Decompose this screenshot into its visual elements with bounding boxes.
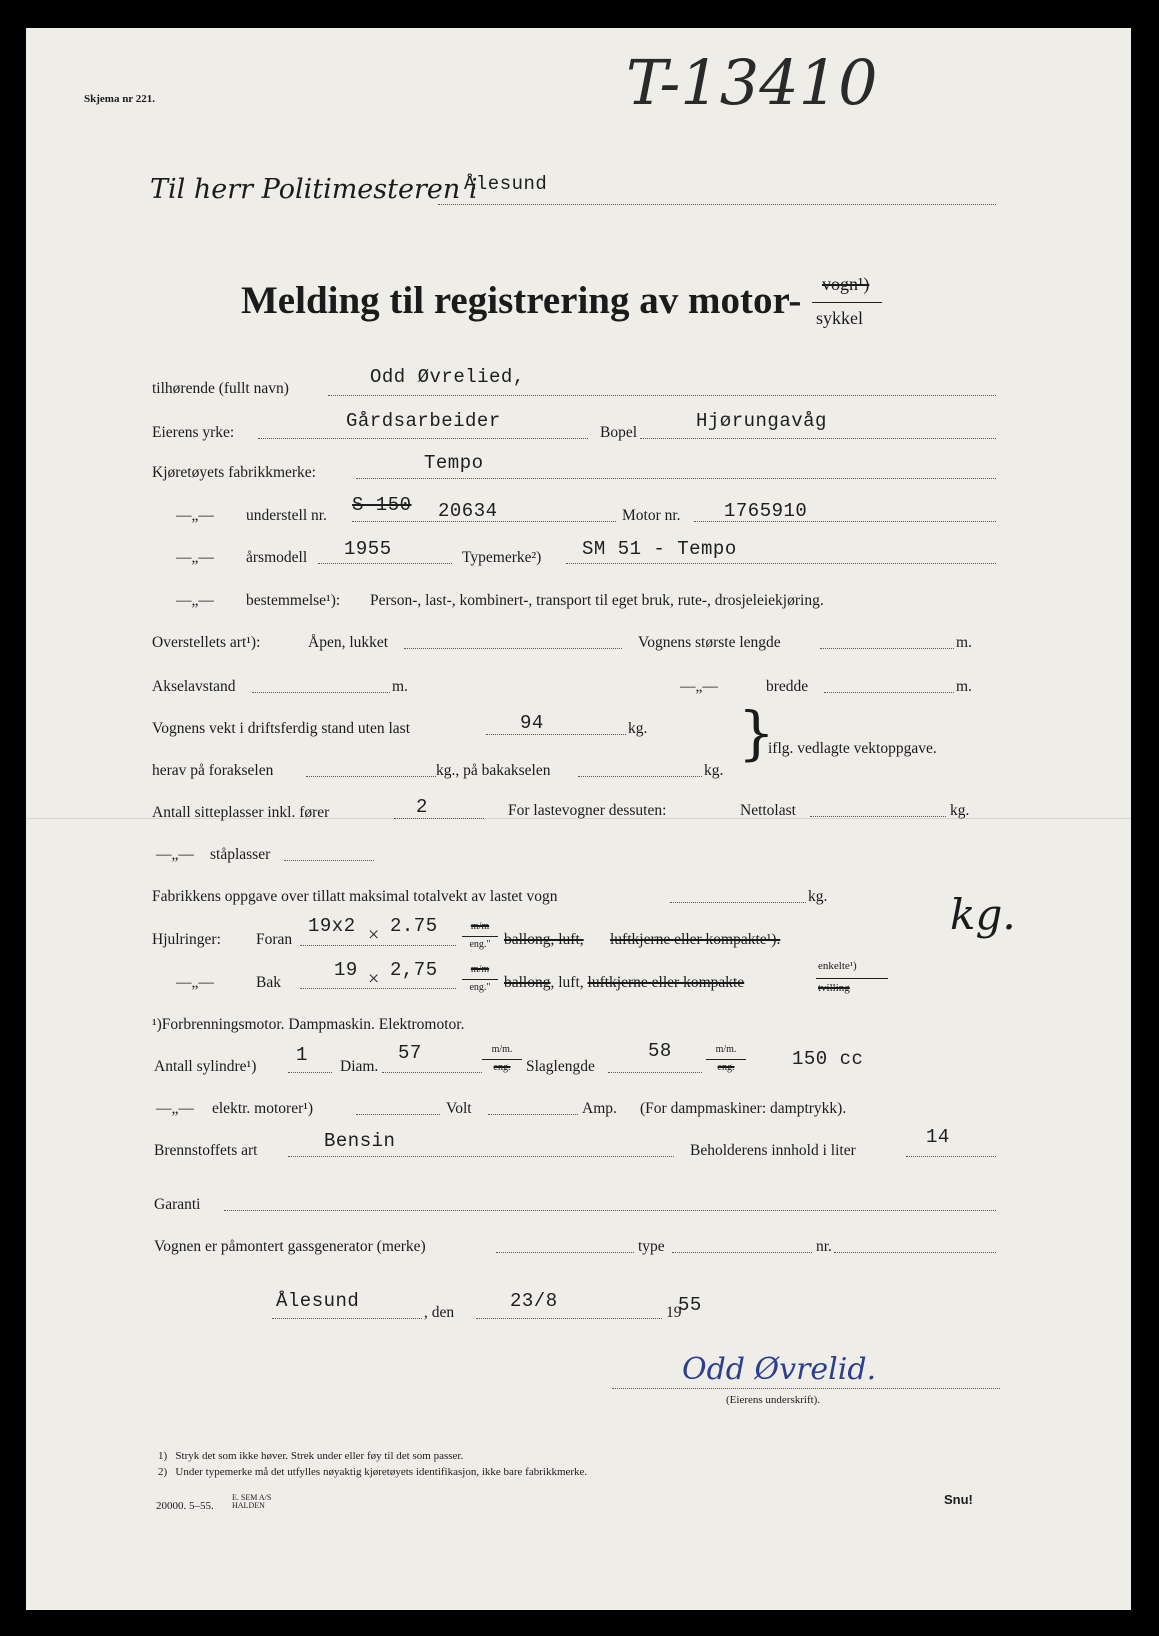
gas-type-label: type (638, 1238, 665, 1255)
ditto-mark: —„— (680, 678, 718, 695)
diameter[interactable]: 57 (398, 1042, 422, 1064)
occupation[interactable]: Gårdsarbeider (346, 410, 501, 432)
registration-form-page (26, 28, 1131, 1610)
ditto-mark: —„— (156, 846, 194, 863)
unit-mm: m/m. (491, 1044, 513, 1055)
motor-number[interactable]: 1765910 (724, 500, 808, 522)
tyres-front-b[interactable]: 2.75 (390, 915, 438, 937)
single-label: enkelte¹) (818, 960, 857, 972)
purpose-options: Person-, last-, kombinert-, transport til eget bruk, rute-, drosjeleiekjøring. (370, 592, 824, 609)
motor-label: Motor nr. (622, 507, 681, 524)
tyres-front-a[interactable]: 19x2 (308, 915, 356, 937)
tyres-rear-types: ballong, luft, luftkjerne eller kompakte (504, 974, 745, 991)
model-year[interactable]: 1955 (344, 538, 392, 560)
standing-label: ståplasser (210, 846, 271, 863)
rear-axle-unit: kg. (704, 762, 724, 779)
weight-value[interactable]: 94 (520, 712, 544, 734)
addressee-line (438, 204, 996, 205)
unit-m: m. (956, 634, 972, 651)
type-mark[interactable]: SM 51 - Tempo (582, 538, 737, 560)
ditto-mark: —„— (176, 549, 214, 566)
gas-generator-label: Vognen er påmontert gassgenerator (merke) (154, 1238, 426, 1255)
stroke[interactable]: 58 (648, 1040, 672, 1062)
body-options: Åpen, lukket (308, 634, 389, 651)
year-label: årsmodell (246, 549, 308, 566)
unit-eng: eng." (469, 982, 491, 993)
ditto-mark: —„— (176, 507, 214, 524)
cylinders-label: Antall sylindre¹) (154, 1058, 257, 1075)
unit-mm: m/m (470, 921, 490, 932)
tyres-front-struck-2: luftkjerne eller kompakte¹). (610, 931, 781, 948)
body-label: Overstellets art¹): (152, 634, 261, 651)
seats-label: Antall sitteplasser inkl. fører (152, 804, 330, 821)
tyres-label: Hjulringer: (152, 931, 221, 948)
date-den-label: , den (424, 1304, 455, 1321)
unit-eng: eng. (493, 1062, 511, 1073)
signing-place[interactable]: Ålesund (276, 1290, 360, 1312)
weight-reference: iflg. vedlagte vektoppgave. (768, 740, 937, 757)
occupation-label: Eierens yrke: (152, 424, 235, 441)
times-icon: × (368, 924, 380, 946)
engine-types: ¹)Forbrenningsmotor. Dampmaskin. Elektromotor. (152, 1016, 465, 1033)
chassis-label: understell nr. (246, 507, 327, 524)
volt-label: Volt (446, 1100, 472, 1117)
footnote-2: 2) Under typemerke må det utfylles nøyaktig kjøretøyets identifikasjon, ikke bare fabrikkmerke. (158, 1466, 588, 1478)
max-weight-unit: kg. (808, 888, 828, 905)
stroke-label: Slaglengde (526, 1058, 595, 1075)
tyres-front-label: Foran (256, 931, 293, 948)
unit-m: m. (392, 678, 408, 695)
tyres-front-struck-1: ballong, luft, (504, 931, 584, 948)
purpose-label: bestemmelse¹): (246, 592, 341, 609)
printer: E. SEM A/S HALDEN (232, 1493, 272, 1510)
fuel-type[interactable]: Bensin (324, 1130, 396, 1152)
print-run: 20000. 5–55. (156, 1500, 214, 1512)
weight-unit: kg. (628, 720, 648, 737)
unit-eng: eng." (469, 939, 491, 950)
handwritten-reference: T-13410 (626, 46, 878, 119)
unit-mm: m/m. (715, 1044, 737, 1055)
fuel-label: Brennstoffets art (154, 1142, 258, 1159)
chassis-struck[interactable]: S-150 (352, 494, 412, 516)
times-icon: × (368, 968, 380, 990)
footnote-1: 1) Stryk det som ikke høver. Strek under eller føy til det som passer. (158, 1450, 464, 1462)
signing-year[interactable]: 55 (678, 1294, 702, 1316)
tyres-rear-label: Bak (256, 974, 281, 991)
tyres-rear-b[interactable]: 2,75 (390, 959, 438, 981)
addressee-label: Til herr Politimesteren i (150, 174, 478, 205)
front-axle-label: herav på forakselen (152, 762, 274, 779)
form-title: Melding til registrering av motor- (241, 279, 802, 322)
owner-name[interactable]: Odd Øvrelied, (370, 366, 525, 388)
axle-label: Akselavstand (152, 678, 236, 695)
residence-label: Bopel (600, 424, 638, 441)
margin-note: kg. (950, 890, 1016, 939)
owner-signature[interactable]: Odd Øvrelid. (682, 1352, 877, 1387)
weight-label: Vognens vekt i driftsferdig stand uten last (152, 720, 411, 737)
residence[interactable]: Hjørungavåg (696, 410, 827, 432)
max-weight-label: Fabrikkens oppgave over tillatt maksimal totalvekt av lastet vogn (152, 888, 558, 905)
turn-over-note: Snu! (944, 1492, 973, 1507)
unit-eng: eng. (717, 1062, 735, 1073)
electric-motors-label: elektr. motorer¹) (212, 1100, 314, 1117)
title-option-vogn: vogn¹) (822, 274, 870, 294)
form-number: Skjema nr 221. (84, 93, 155, 105)
gas-nr-label: nr. (816, 1238, 832, 1255)
ditto-mark: —„— (176, 592, 214, 609)
make-label: Kjøretøyets fabrikkmerke: (152, 464, 316, 481)
year-prefix: 19 (666, 1304, 682, 1321)
tank-label: Beholderens innhold i liter (690, 1142, 856, 1159)
net-load-unit: kg. (950, 802, 970, 819)
brace: } (738, 699, 775, 767)
make[interactable]: Tempo (424, 452, 484, 474)
rear-axle-label: kg., på bakakselen (436, 762, 551, 779)
displacement[interactable]: 150 cc (792, 1048, 864, 1070)
signature-label: (Eierens underskrift). (726, 1394, 821, 1406)
unit-m: m. (956, 678, 972, 695)
signing-date[interactable]: 23/8 (510, 1290, 558, 1312)
type-label: Typemerke²) (462, 549, 542, 566)
title-option-sykkel: sykkel (816, 308, 863, 328)
addressee-city[interactable]: Ålesund (464, 173, 548, 195)
chassis-number[interactable]: 20634 (438, 500, 498, 522)
steam-pressure-label: (For dampmaskiner: damptrykk). (640, 1100, 847, 1117)
ditto-mark: —„— (156, 1100, 194, 1117)
seats-value[interactable]: 2 (416, 796, 428, 818)
ditto-mark: —„— (176, 974, 214, 991)
cylinders[interactable]: 1 (296, 1044, 308, 1066)
owner-name-label: tilhørende (fullt navn) (152, 380, 289, 397)
unit-mm: m/m (470, 964, 490, 975)
twin-label: tvilling (818, 982, 850, 994)
title-fraction-line (812, 302, 882, 303)
tyres-rear-a[interactable]: 19 (334, 959, 358, 981)
net-load-label: Nettolast (740, 802, 796, 819)
length-label: Vognens største lengde (638, 634, 781, 651)
tank-capacity[interactable]: 14 (926, 1126, 950, 1148)
amp-label: Amp. (582, 1100, 617, 1117)
width-label: bredde (766, 678, 809, 695)
diameter-label: Diam. (340, 1058, 379, 1075)
guarantee-label: Garanti (154, 1196, 201, 1213)
cargo-label: For lastevogner dessuten: (508, 802, 667, 819)
